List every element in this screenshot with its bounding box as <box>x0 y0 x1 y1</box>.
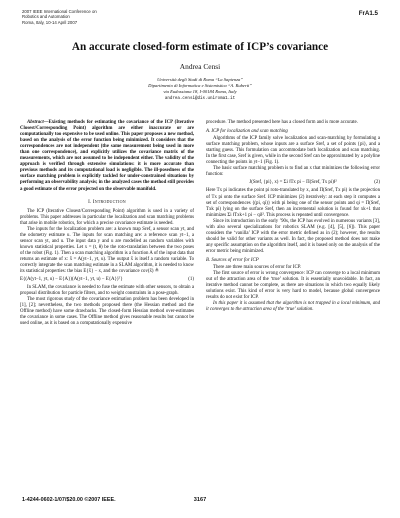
right-paragraph-0: procedure. The method presented here has a closed form and is more accurate. <box>206 120 358 125</box>
affiliation-line-2: Dipartimento di Informatica e Sistemistica “A. Ruberti” <box>148 83 252 89</box>
right-paragraph-6: The first source of error is wrong convergence: ICP can converge to a local minimum out of the attraction area of the ‘true’ solution. It is essentially unavoidable. In fact, an iterative method cannot be complete, as there are situations in which two equally likely solutions exist. This kind of error is very hard to model, because global convergence results do not exist for ICP. <box>206 271 380 301</box>
footer-isbn: 1-4244-0602-1/07/$20.00 ©2007 IEEE. <box>22 497 116 503</box>
conference-line-3: Roma, Italy, 10-14 April 2007 <box>22 19 78 25</box>
paper-title: An accurate closed-form estimate of ICP’s covariance <box>71 41 329 53</box>
right-paragraph-4: Since its introduction in the early ’90s, the ICP has evolved in numerous variants [3], with also several specializations for robotics SLAM (e.g. [4], [5], [6]). This paper considers the ‘vanilla’ ICP with the error metric defined as in (2); however, the results should be valid for other variants as well. In fact, the proposed method does not make any specific assumption on the algorithm itself, and it is based only on the analysis of the error metric being minimized. <box>206 218 380 254</box>
affiliation <box>0 77 400 102</box>
author-name: Andrea Censi <box>179 62 221 71</box>
equation-1-number: (1) <box>188 277 194 283</box>
right-paragraph-7: In this paper it is assumed that the algorithm is not trapped in a local minimum, and it converges to the attraction area of the ‘true’ solution. <box>206 301 380 313</box>
paper-id: FrA1.5 <box>358 10 378 17</box>
section-introduction-heading: I. Introduction <box>88 199 126 205</box>
conference-line-2: Robotics and Automation <box>22 14 70 20</box>
intro-paragraph-1: The ICP (Iterative Closest/Corresponding Point) algorithm is used in a variety of problems. This paper addresses in particular the localization and scan matching problems that arise in mobile robotics, for which a precise covariance estimate is needed. <box>20 208 194 226</box>
conference-header <box>22 9 97 25</box>
intro-paragraph-4: The most rigorous study of the covariance estimation problem has been developed in [1], [2]; nevertheless, the two methods proposed there (the Hessian method and the Offline method) have some drawbacks. The closed-form Hessian method over-estimates the covariance in some cases. The Offline method gives reasonable results but cannot be used online, as it is based on a computationally expensive <box>20 297 194 327</box>
equation-2-body: J(Sref, {pi}, x) = Σi ‖Tx pi − Π(Sref, Tx pi)‖² <box>249 180 337 186</box>
author-email: andrea.censi@dis.uniroma1.it <box>164 96 236 101</box>
subsection-b-heading: B. Sources of error for ICP <box>206 257 259 263</box>
affiliation-line-3: via Eudossiana 18, I-00184 Roma, Italy <box>163 89 237 95</box>
affiliation-line-1: Università degli Studi di Roma “La Sapienza” <box>157 77 243 82</box>
intro-paragraph-3: In SLAM, the covariance is needed to fuse the estimate with other sensors, to obtain a proposal distribution for particle filters, and to weight constraints in a pose-graph. <box>20 285 194 297</box>
left-column <box>20 120 194 328</box>
right-paragraph-1: Algorithms of the ICP family solve localization and scan-matching by formulating a surface matching problem, whose inputs are a surface Sref, a set of points {pi}, and a starting guess. This formulation can accommodate both localization and scan matching. In the first case, Sref is given, while in the second Sref can be approximated by a polyline connecting the points in yt−1 (Fig. 1). <box>206 136 380 166</box>
right-column <box>206 120 380 313</box>
equation-2-number: (2) <box>374 180 380 186</box>
right-paragraph-5: There are three main sources of error for ICP. <box>213 265 302 271</box>
abstract-text: —Existing methods for estimating the covariance of the ICP (Iterative Closest/Corresponding Point) algorithm are either inaccurate or are computationally too expensive to be used online. This paper proposes a new method, based on the analysis of the error function being minimized. It considers that the correspondences are not independent (the same measurement being used in more than one correspondence), and explicitly utilizes the covariance matrix of the measurements, which are not assumed to be independent either. The validity of the approach is verified through extensive simulations: it is more accurate than previous methods and its computational load is negligible. The ill-posedness of the surface matching problem is explicitly tackled for under-constrained situations by performing an observability analysis; in the analyzed cases the method still provides a good estimate of the error projected on the observable manifold. <box>20 120 194 192</box>
equation-1 <box>20 277 194 283</box>
subsection-a-heading: A. ICP for localization and scan matching <box>206 129 288 135</box>
page-number: 3167 <box>193 497 207 503</box>
equation-1-body: E{(A(yt−1, yt, u) − E{A})(A(yt−1, yt, u) − E{A})ᵀ} <box>20 277 123 283</box>
equation-2 <box>206 180 380 186</box>
conference-line-1: 2007 IEEE International Conference on <box>22 9 97 14</box>
abstract <box>20 120 194 193</box>
abstract-label: Abstract <box>27 120 44 125</box>
intro-paragraph-2: The inputs for the localization problem are: a known map Sref, a sensor scan yt, and the odometry estimate u. The inputs for scan matching are: a reference scan yt−1, a sensor scan yt, and u. The input data y and u are modelled as random variables with known statistical properties. Let x = (t, θ) be the roto-translation between the two poses of the robot (Fig. 1). Then a scan matching algorithm is a function A of the input data that returns an estimate of x: x̂ = A(yt−1, yt, u). The output x̂ is itself a random variable. To correctly integrate the scan matching estimate in a SLAM algorithm, it is needed to know its statistical properties: the bias E{x̂} − x, and the covariance cov(x̂) ≜ <box>20 226 194 275</box>
right-paragraph-2: The basic surface matching problem is to find an x that minimizes the following error function: <box>206 166 380 178</box>
right-paragraph-3: Here Tx pi indicates the point pi roto-translated by x, and Π(Sref, Tx pi) is the projection of Tx pi onto the surface Sref. ICP minimizes (2) iteratively: at each step it computes a set of correspondences {(pi, qi)} with pi being one of the sensor points and qi = Π(Sref, Txk pi) lying on the surface Sref, then an incremental solution is found for xk+1 that minimizes Σi ‖Txk+1 pi − qi‖². This process is repeated until convergence. <box>206 188 380 218</box>
